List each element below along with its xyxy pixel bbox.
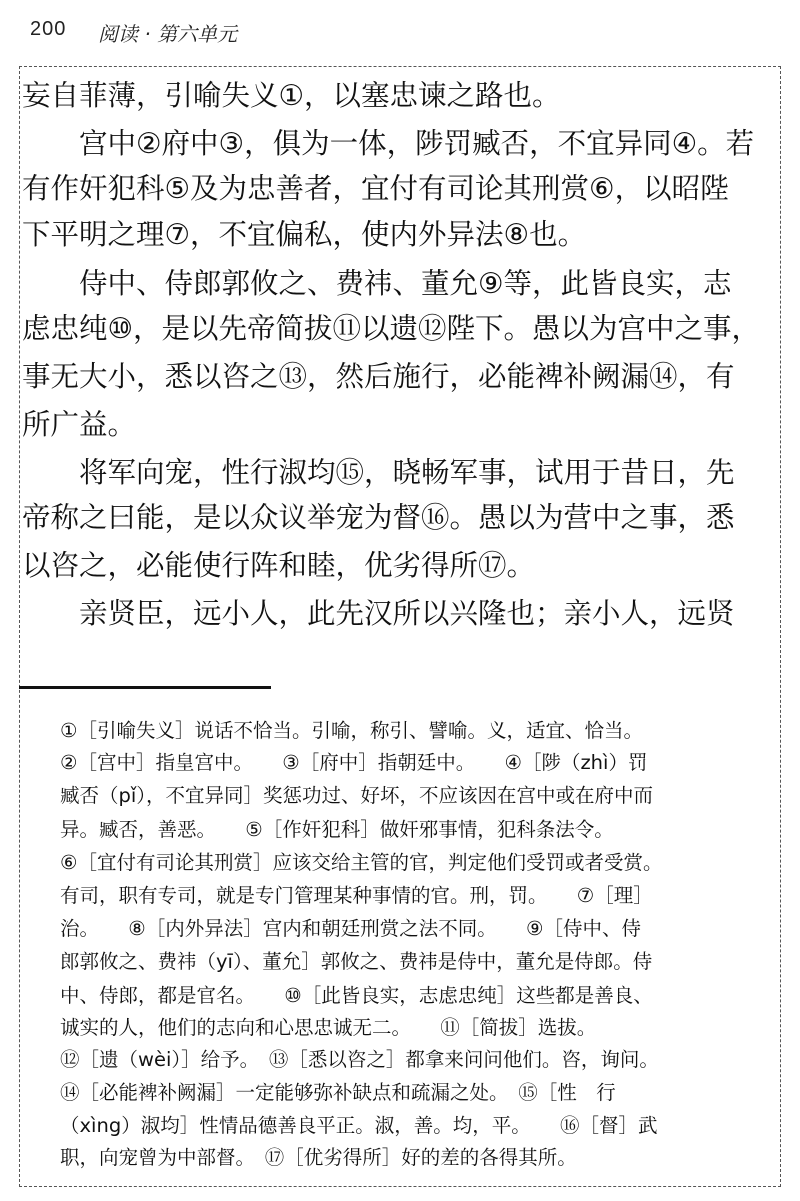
footnote-line: 职，向宠曾为中部督。 ⑰［优劣得所］好的差的各得其所。 — [60, 1146, 577, 1169]
body-line: 事无大小，悉以咨之⑬，然后施行，必能裨补阙漏⑭，有 — [22, 360, 735, 393]
body-line: 下平明之理⑦，不宜偏私，使内外异法⑧也。 — [22, 218, 587, 251]
footnote-line: 异。臧否，善恶。 ⑤［作奸犯科］做奸邪事情，犯科条法令。 — [60, 818, 614, 841]
footnote-line: 治。 ⑧［内外异法］宫内和朝廷刑赏之法不同。 ⑨［侍中、侍 — [60, 917, 641, 940]
footnote-line: ⑭［必能裨补阙漏］一定能够弥补缺点和疏漏之处。 ⑮［性 行 — [60, 1081, 616, 1104]
footnote-line: 臧否（pǐ），不宜异同］奖惩功过、好坏，不应该因在宫中或在府中而 — [60, 784, 654, 807]
page-number: 200 — [30, 18, 67, 40]
footnote-line: ⑫［遗（wèi）］给予。 ⑬［悉以咨之］都拿来问问他们。咨，询问。 — [60, 1048, 659, 1071]
body-line: 将军向宠，性行淑均⑮，晓畅军事，试用于昔日，先 — [22, 456, 735, 489]
body-line: 帝称之曰能，是以众议举宠为督⑯。愚以为营中之事，悉 — [22, 501, 735, 534]
footnote-line: 中、侍郎，都是官名。 ⑩［此皆良实，志虑忠纯］这些都是善良、 — [60, 984, 653, 1007]
body-line: 以咨之，必能使行阵和睦，优劣得所⑰。 — [22, 549, 536, 582]
body-line: 虑忠纯⑩，是以先帝简拔⑪以遗⑫陛下。愚以为宫中之事， — [22, 312, 761, 345]
body-line: 妄自菲薄，引喻失义①，以塞忠谏之路也。 — [22, 79, 561, 112]
footnote-line: ②［宫中］指皇宫中。 ③［府中］指朝廷中。 ④［陟（zhì）罚 — [60, 751, 648, 774]
body-line: 侍中、侍郎郭攸之、费祎、董允⑨等，此皆良实，志 — [22, 267, 732, 300]
footnote-line: ①［引喻失义］说话不恰当。引喻，称引、譬喻。义，适宜、恰当。 — [60, 719, 643, 742]
body-line: 所广益。 — [22, 408, 137, 441]
footnote-line: 郎郭攸之、费祎（yī）、董允］郭攸之、费祎是侍中，董允是侍郎。侍 — [60, 950, 653, 973]
footnote-line: 诚实的人，他们的志向和心思忠诚无二。 ⑪［简拔］选拔。 — [60, 1016, 597, 1039]
section-title: 阅读 · 第六单元 — [98, 22, 238, 46]
body-line: 宫中②府中③，俱为一体，陟罚臧否，不宜异同④。若 — [22, 127, 755, 160]
footnote-line: （xìng）淑均］性情品德善良平正。淑，善。均，平。 ⑯［督］武 — [60, 1114, 658, 1137]
footnote-divider — [19, 686, 271, 689]
body-line: 有作奸犯科⑤及为忠善者，宜付有司论其刑赏⑥，以昭陛 — [22, 172, 729, 205]
body-line: 亲贤臣，远小人，此先汉所以兴隆也；亲小人，远贤 — [22, 597, 735, 630]
footnote-line: ⑥［宜付有司论其刑赏］应该交给主管的官，判定他们受罚或者受赏。 — [60, 851, 663, 874]
footnote-line: 有司，职有专司，就是专门管理某种事情的官。刑，罚。 ⑦［理］ — [60, 884, 653, 907]
